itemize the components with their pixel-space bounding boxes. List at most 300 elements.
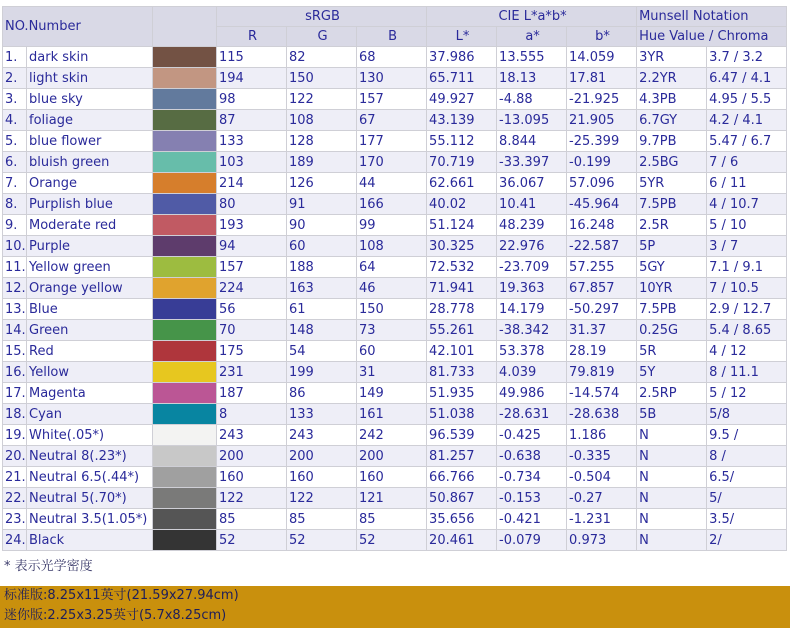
munsell-value-chroma: 2.9 / 12.7: [707, 299, 787, 320]
color-name: foliage: [27, 110, 153, 131]
munsell-hue: 7.5PB: [637, 194, 707, 215]
swatch-fill: [153, 152, 216, 172]
swatch-fill: [153, 425, 216, 445]
munsell-hue: 2.5R: [637, 215, 707, 236]
color-name: Neutral 3.5(1.05*): [27, 509, 153, 530]
color-swatch: [153, 131, 217, 152]
lab-l: 65.711: [427, 68, 497, 89]
swatch-fill: [153, 68, 216, 88]
header-row-1: [3, 7, 787, 27]
lab-l: 81.257: [427, 446, 497, 467]
srgb-r: 243: [217, 425, 287, 446]
row-number: 16.: [3, 362, 27, 383]
munsell-value-chroma: 4.95 / 5.5: [707, 89, 787, 110]
color-swatch: [153, 446, 217, 467]
header-swatch: [153, 7, 217, 47]
srgb-g: 85: [287, 509, 357, 530]
srgb-b: 166: [357, 194, 427, 215]
srgb-g: 163: [287, 278, 357, 299]
color-name: Yellow: [27, 362, 153, 383]
srgb-r: 193: [217, 215, 287, 236]
lab-b: -50.297: [567, 299, 637, 320]
lab-a: 14.179: [497, 299, 567, 320]
swatch-fill: [153, 236, 216, 256]
munsell-hue: 7.5PB: [637, 299, 707, 320]
color-name: dark skin: [27, 47, 153, 68]
srgb-r: 231: [217, 362, 287, 383]
munsell-hue: 5P: [637, 236, 707, 257]
swatch-fill: [153, 110, 216, 130]
munsell-value-chroma: 6 / 11: [707, 173, 787, 194]
lab-l: 42.101: [427, 341, 497, 362]
row-number: 23.: [3, 509, 27, 530]
munsell-value-chroma: 5/: [707, 488, 787, 509]
table-row: [3, 152, 787, 173]
lab-l: 81.733: [427, 362, 497, 383]
color-name: Moderate red: [27, 215, 153, 236]
lab-a: 4.039: [497, 362, 567, 383]
munsell-hue: 2.5BG: [637, 152, 707, 173]
srgb-g: 122: [287, 89, 357, 110]
color-name: Purplish blue: [27, 194, 153, 215]
srgb-b: 150: [357, 299, 427, 320]
color-swatch: [153, 236, 217, 257]
srgb-b: 157: [357, 89, 427, 110]
lab-l: 40.02: [427, 194, 497, 215]
srgb-b: 64: [357, 257, 427, 278]
munsell-value-chroma: 5.4 / 8.65: [707, 320, 787, 341]
munsell-value-chroma: 5.47 / 6.7: [707, 131, 787, 152]
srgb-g: 90: [287, 215, 357, 236]
color-swatch: [153, 215, 217, 236]
munsell-hue: 5GY: [637, 257, 707, 278]
row-number: 13.: [3, 299, 27, 320]
color-name: Neutral 5(.70*): [27, 488, 153, 509]
munsell-value-chroma: 4 / 12: [707, 341, 787, 362]
srgb-g: 160: [287, 467, 357, 488]
header-hue-value-chroma: Hue Value / Chroma: [637, 27, 787, 47]
munsell-value-chroma: 5 / 12: [707, 383, 787, 404]
lab-a: 8.844: [497, 131, 567, 152]
lab-a: -23.709: [497, 257, 567, 278]
srgb-g: 189: [287, 152, 357, 173]
row-number: 21.: [3, 467, 27, 488]
munsell-value-chroma: 4.2 / 4.1: [707, 110, 787, 131]
lab-l: 66.766: [427, 467, 497, 488]
row-number: 1.: [3, 47, 27, 68]
srgb-g: 199: [287, 362, 357, 383]
lab-a: -0.734: [497, 467, 567, 488]
lab-l: 51.038: [427, 404, 497, 425]
lab-l: 51.124: [427, 215, 497, 236]
srgb-r: 157: [217, 257, 287, 278]
table-row: [3, 383, 787, 404]
header-no-number: NO.Number: [3, 7, 153, 47]
color-swatch: [153, 110, 217, 131]
lab-b: -25.399: [567, 131, 637, 152]
srgb-g: 150: [287, 68, 357, 89]
row-number: 5.: [3, 131, 27, 152]
lab-b: -0.199: [567, 152, 637, 173]
srgb-b: 68: [357, 47, 427, 68]
color-name: bluish green: [27, 152, 153, 173]
color-name: Neutral 6.5(.44*): [27, 467, 153, 488]
table-row: [3, 110, 787, 131]
table-row: [3, 341, 787, 362]
swatch-fill: [153, 467, 216, 487]
srgb-b: 85: [357, 509, 427, 530]
swatch-fill: [153, 488, 216, 508]
srgb-g: 188: [287, 257, 357, 278]
color-swatch: [153, 299, 217, 320]
lab-b: 21.905: [567, 110, 637, 131]
row-number: 6.: [3, 152, 27, 173]
color-swatch: [153, 509, 217, 530]
header-l-star: L*: [427, 27, 497, 47]
srgb-r: 224: [217, 278, 287, 299]
srgb-r: 70: [217, 320, 287, 341]
lab-b: 57.096: [567, 173, 637, 194]
lab-l: 62.661: [427, 173, 497, 194]
munsell-value-chroma: 8 / 11.1: [707, 362, 787, 383]
row-number: 2.: [3, 68, 27, 89]
munsell-value-chroma: 3.7 / 3.2: [707, 47, 787, 68]
swatch-fill: [153, 320, 216, 340]
optical-density-note: * 表示光学密度: [4, 559, 93, 574]
srgb-b: 99: [357, 215, 427, 236]
color-name: Blue: [27, 299, 153, 320]
lab-b: -45.964: [567, 194, 637, 215]
table-row: [3, 131, 787, 152]
table-row: [3, 446, 787, 467]
color-swatch: [153, 530, 217, 551]
srgb-r: 187: [217, 383, 287, 404]
row-number: 19.: [3, 425, 27, 446]
table-row: [3, 236, 787, 257]
srgb-r: 194: [217, 68, 287, 89]
swatch-fill: [153, 530, 216, 550]
table-row: [3, 425, 787, 446]
lab-a: 49.986: [497, 383, 567, 404]
srgb-b: 108: [357, 236, 427, 257]
munsell-hue: 2.2YR: [637, 68, 707, 89]
lab-b: 57.255: [567, 257, 637, 278]
srgb-r: 87: [217, 110, 287, 131]
munsell-hue: 4.3PB: [637, 89, 707, 110]
color-name: Magenta: [27, 383, 153, 404]
row-number: 9.: [3, 215, 27, 236]
lab-a: -38.342: [497, 320, 567, 341]
lab-l: 55.261: [427, 320, 497, 341]
color-swatch: [153, 320, 217, 341]
swatch-fill: [153, 173, 216, 193]
color-name: light skin: [27, 68, 153, 89]
srgb-b: 73: [357, 320, 427, 341]
srgb-g: 60: [287, 236, 357, 257]
lab-l: 37.986: [427, 47, 497, 68]
lab-a: 18.13: [497, 68, 567, 89]
srgb-b: 67: [357, 110, 427, 131]
color-swatch: [153, 425, 217, 446]
munsell-value-chroma: 4 / 10.7: [707, 194, 787, 215]
lab-l: 49.927: [427, 89, 497, 110]
munsell-value-chroma: 7 / 6: [707, 152, 787, 173]
color-name: White(.05*): [27, 425, 153, 446]
color-swatch: [153, 47, 217, 68]
munsell-hue: 9.7PB: [637, 131, 707, 152]
swatch-fill: [153, 509, 216, 529]
srgb-b: 60: [357, 341, 427, 362]
lab-b: -21.925: [567, 89, 637, 110]
lab-b: 31.37: [567, 320, 637, 341]
color-name: Black: [27, 530, 153, 551]
table-row: [3, 467, 787, 488]
table-row: [3, 488, 787, 509]
header-srgb: sRGB: [217, 7, 427, 27]
lab-a: 19.363: [497, 278, 567, 299]
srgb-g: 200: [287, 446, 357, 467]
srgb-b: 149: [357, 383, 427, 404]
srgb-r: 175: [217, 341, 287, 362]
table-row: [3, 320, 787, 341]
srgb-g: 82: [287, 47, 357, 68]
lab-a: -33.397: [497, 152, 567, 173]
lab-a: -0.425: [497, 425, 567, 446]
color-checker-table: [2, 6, 787, 551]
lab-l: 28.778: [427, 299, 497, 320]
lab-b: 16.248: [567, 215, 637, 236]
row-number: 3.: [3, 89, 27, 110]
row-number: 11.: [3, 257, 27, 278]
color-name: Cyan: [27, 404, 153, 425]
srgb-b: 242: [357, 425, 427, 446]
swatch-fill: [153, 383, 216, 403]
lab-b: -22.587: [567, 236, 637, 257]
lab-b: -0.504: [567, 467, 637, 488]
srgb-r: 133: [217, 131, 287, 152]
table-row: [3, 173, 787, 194]
srgb-r: 56: [217, 299, 287, 320]
lab-b: -0.335: [567, 446, 637, 467]
color-swatch: [153, 488, 217, 509]
lab-a: -13.095: [497, 110, 567, 131]
srgb-r: 85: [217, 509, 287, 530]
row-number: 7.: [3, 173, 27, 194]
color-swatch: [153, 194, 217, 215]
srgb-b: 31: [357, 362, 427, 383]
srgb-r: 160: [217, 467, 287, 488]
standard-size-text: 标准版:8.25x11英寸(21.59x27.94cm): [4, 588, 239, 603]
table-row: [3, 278, 787, 299]
srgb-g: 243: [287, 425, 357, 446]
munsell-hue: 0.25G: [637, 320, 707, 341]
lab-b: 1.186: [567, 425, 637, 446]
munsell-hue: 5B: [637, 404, 707, 425]
munsell-hue: N: [637, 509, 707, 530]
table-row: [3, 257, 787, 278]
srgb-r: 115: [217, 47, 287, 68]
srgb-r: 8: [217, 404, 287, 425]
swatch-fill: [153, 341, 216, 361]
color-swatch: [153, 89, 217, 110]
srgb-b: 177: [357, 131, 427, 152]
color-swatch: [153, 173, 217, 194]
munsell-value-chroma: 5/8: [707, 404, 787, 425]
color-swatch: [153, 383, 217, 404]
lab-l: 96.539: [427, 425, 497, 446]
row-number: 10.: [3, 236, 27, 257]
lab-b: -14.574: [567, 383, 637, 404]
munsell-hue: 5Y: [637, 362, 707, 383]
munsell-hue: N: [637, 488, 707, 509]
munsell-value-chroma: 7 / 10.5: [707, 278, 787, 299]
munsell-value-chroma: 3 / 7: [707, 236, 787, 257]
lab-b: 79.819: [567, 362, 637, 383]
munsell-hue: N: [637, 425, 707, 446]
srgb-g: 54: [287, 341, 357, 362]
lab-l: 72.532: [427, 257, 497, 278]
lab-l: 55.112: [427, 131, 497, 152]
srgb-r: 98: [217, 89, 287, 110]
srgb-g: 122: [287, 488, 357, 509]
row-number: 17.: [3, 383, 27, 404]
row-number: 20.: [3, 446, 27, 467]
lab-l: 70.719: [427, 152, 497, 173]
mini-size-text: 迷你版:2.25x3.25英寸(5.7x8.25cm): [4, 608, 227, 623]
lab-b: 17.81: [567, 68, 637, 89]
color-swatch: [153, 68, 217, 89]
header-a-star: a*: [497, 27, 567, 47]
table-row: [3, 404, 787, 425]
srgb-r: 200: [217, 446, 287, 467]
srgb-b: 200: [357, 446, 427, 467]
srgb-g: 52: [287, 530, 357, 551]
lab-a: -28.631: [497, 404, 567, 425]
srgb-b: 46: [357, 278, 427, 299]
color-swatch: [153, 467, 217, 488]
swatch-fill: [153, 362, 216, 382]
srgb-g: 126: [287, 173, 357, 194]
header-b-star: b*: [567, 27, 637, 47]
srgb-b: 130: [357, 68, 427, 89]
munsell-hue: 5R: [637, 341, 707, 362]
munsell-value-chroma: 6.5/: [707, 467, 787, 488]
swatch-fill: [153, 194, 216, 214]
lab-l: 30.325: [427, 236, 497, 257]
row-number: 24.: [3, 530, 27, 551]
row-number: 4.: [3, 110, 27, 131]
header-r: R: [217, 27, 287, 47]
color-name: Neutral 8(.23*): [27, 446, 153, 467]
srgb-g: 133: [287, 404, 357, 425]
lab-b: 67.857: [567, 278, 637, 299]
srgb-r: 80: [217, 194, 287, 215]
srgb-g: 128: [287, 131, 357, 152]
swatch-fill: [153, 278, 216, 298]
table-row: [3, 509, 787, 530]
color-swatch: [153, 278, 217, 299]
lab-l: 35.656: [427, 509, 497, 530]
color-name: Orange: [27, 173, 153, 194]
srgb-b: 161: [357, 404, 427, 425]
lab-a: 48.239: [497, 215, 567, 236]
srgb-r: 214: [217, 173, 287, 194]
table-row: [3, 47, 787, 68]
swatch-fill: [153, 404, 216, 424]
table-row: [3, 194, 787, 215]
munsell-hue: 5YR: [637, 173, 707, 194]
lab-a: 13.555: [497, 47, 567, 68]
color-name: Green: [27, 320, 153, 341]
munsell-hue: N: [637, 467, 707, 488]
lab-l: 20.461: [427, 530, 497, 551]
munsell-value-chroma: 2/: [707, 530, 787, 551]
color-swatch: [153, 341, 217, 362]
swatch-fill: [153, 257, 216, 277]
swatch-fill: [153, 446, 216, 466]
lab-l: 50.867: [427, 488, 497, 509]
lab-b: -28.638: [567, 404, 637, 425]
srgb-b: 52: [357, 530, 427, 551]
color-swatch: [153, 152, 217, 173]
table-row: [3, 89, 787, 110]
swatch-fill: [153, 89, 216, 109]
srgb-b: 121: [357, 488, 427, 509]
row-number: 22.: [3, 488, 27, 509]
munsell-hue: 10YR: [637, 278, 707, 299]
header-g: G: [287, 27, 357, 47]
lab-a: 36.067: [497, 173, 567, 194]
swatch-fill: [153, 47, 216, 67]
munsell-hue: N: [637, 446, 707, 467]
lab-a: -0.153: [497, 488, 567, 509]
lab-a: -0.638: [497, 446, 567, 467]
lab-b: 28.19: [567, 341, 637, 362]
lab-a: 10.41: [497, 194, 567, 215]
srgb-r: 52: [217, 530, 287, 551]
lab-l: 43.139: [427, 110, 497, 131]
munsell-value-chroma: 8 /: [707, 446, 787, 467]
srgb-g: 91: [287, 194, 357, 215]
color-name: Red: [27, 341, 153, 362]
srgb-r: 103: [217, 152, 287, 173]
srgb-r: 94: [217, 236, 287, 257]
color-name: Yellow green: [27, 257, 153, 278]
color-name: blue sky: [27, 89, 153, 110]
table-row: [3, 530, 787, 551]
munsell-value-chroma: 7.1 / 9.1: [707, 257, 787, 278]
color-name: Purple: [27, 236, 153, 257]
row-number: 18.: [3, 404, 27, 425]
munsell-hue: 6.7GY: [637, 110, 707, 131]
lab-a: 53.378: [497, 341, 567, 362]
lab-l: 71.941: [427, 278, 497, 299]
munsell-hue: 3YR: [637, 47, 707, 68]
row-number: 12.: [3, 278, 27, 299]
swatch-fill: [153, 299, 216, 319]
color-name: blue flower: [27, 131, 153, 152]
table-row: [3, 215, 787, 236]
srgb-b: 170: [357, 152, 427, 173]
color-swatch: [153, 362, 217, 383]
size-info-band: [0, 586, 790, 628]
row-number: 14.: [3, 320, 27, 341]
row-number: 8.: [3, 194, 27, 215]
color-swatch: [153, 257, 217, 278]
munsell-value-chroma: 5 / 10: [707, 215, 787, 236]
lab-a: -0.421: [497, 509, 567, 530]
table-row: [3, 299, 787, 320]
